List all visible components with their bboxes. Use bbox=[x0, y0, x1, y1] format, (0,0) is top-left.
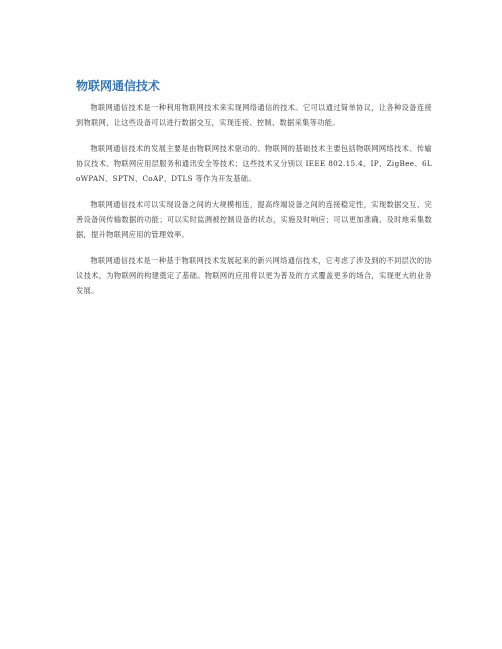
paragraph-1: 物联网通信技术是一种利用物联网技术来实现网络通信的技术。它可以通过简单协议，让各种设备连接到物联网，让这些设备可以进行数据交互，实现连接、控制、数据采集等功能。 bbox=[76, 103, 432, 127]
document-title: 物联网通信技术 bbox=[76, 79, 161, 93]
paragraph-4: 物联网通信技术是一种基于物联网技术发展起来的新兴网络通信技术，它考虑了涉及到的不同层次的协议技术，为物联网的构建奠定了基础。物联网的应用将以更为普及的方式覆盖更多的场合，实现更大的业务发展。 bbox=[76, 256, 432, 295]
paragraph-2: 物联网通信技术的发展主要是由物联网技术驱动的。物联网的基础技术主要包括物联网网络技术、传输协议技术、物联网应用层服务和通讯安全等技术；这些技术又分别以 IEEE 802.15.4、IP、ZigBee、6LoWPAN、SPTN、CoAP、DTLS 等作为开发基础。 bbox=[76, 144, 432, 183]
document-page bbox=[76, 78, 432, 309]
paragraph-3: 物联网通信技术可以实现设备之间的大规模相连，提高终端设备之间的连接稳定性，实现数据交互、完善设备间传输数据的功能；可以实时监测被控制设备的状态，实施及时响应；可以更加准确、及时地采集数据，提升物联网应用的管理效率。 bbox=[76, 200, 432, 239]
